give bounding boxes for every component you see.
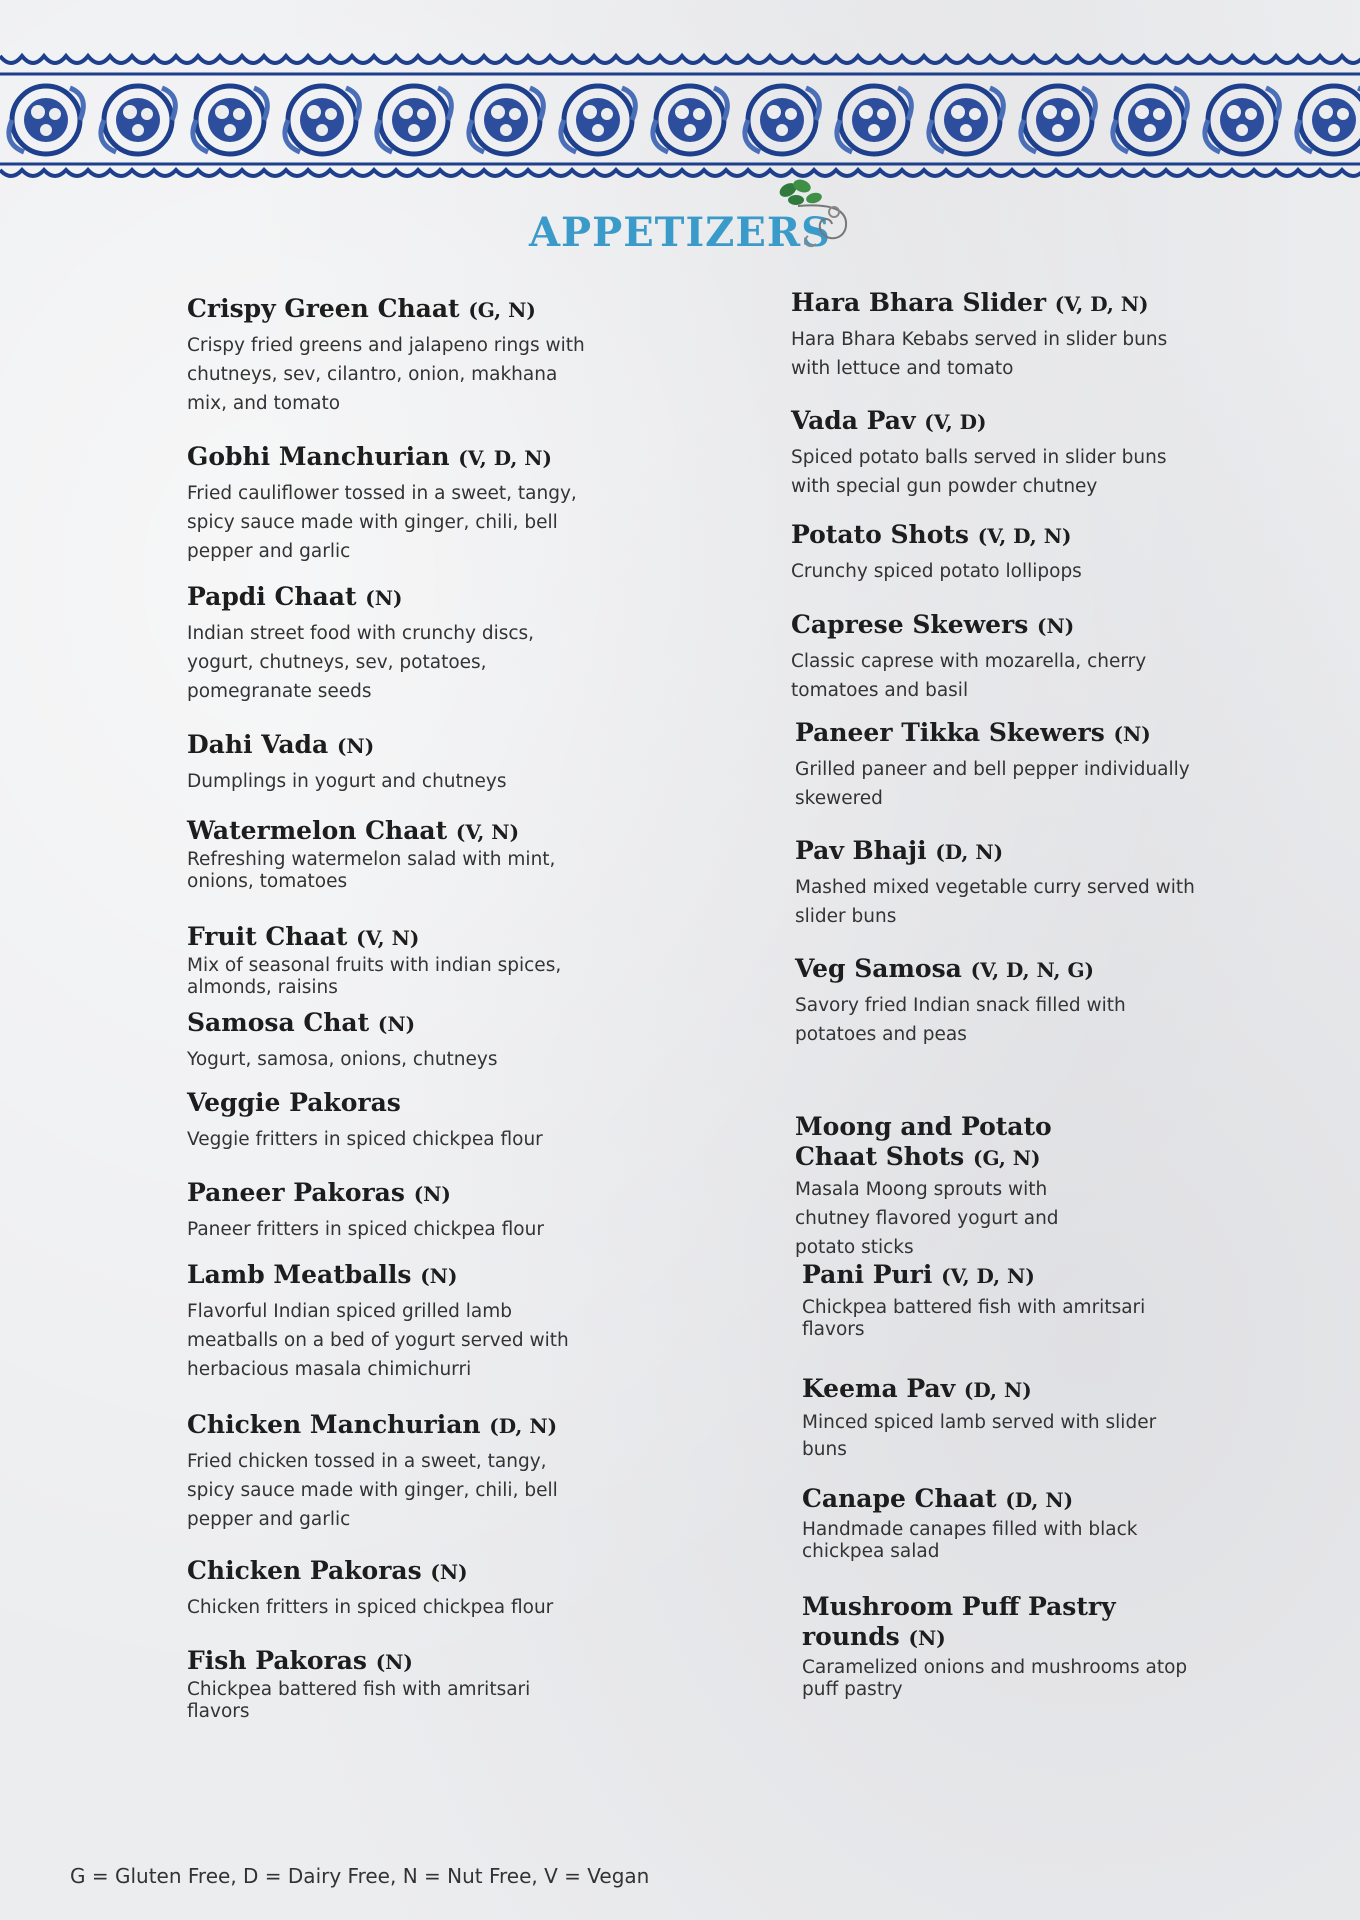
item-name: Pav Bhaji (D, N): [795, 836, 1004, 865]
menu-item: [791, 288, 1191, 383]
item-description: Fried cauliflower tossed in a sweet, tangy, spicy sauce made with ginger, chili, bell pepper and garlic: [187, 483, 577, 562]
dietary-tag: (V, D, N): [941, 1264, 1035, 1288]
menu-item: [791, 406, 1191, 501]
menu-item: [802, 1374, 1202, 1463]
menu-item: [791, 520, 1191, 586]
dietary-tag: (V, N): [455, 820, 520, 844]
menu-item: [802, 1260, 1202, 1341]
item-description: Chicken fritters in spiced chickpea flour: [187, 1597, 554, 1618]
item-name: Moong and Potato Chaat Shots (G, N): [795, 1112, 1052, 1171]
menu-item: [187, 1260, 587, 1384]
item-name: Paneer Tikka Skewers (N): [795, 718, 1151, 747]
dietary-tag: (V, D): [924, 410, 987, 434]
item-name: Mushroom Puff Pastry rounds (N): [802, 1592, 1116, 1651]
dietary-tag: (V, D, N): [1054, 292, 1149, 316]
item-description: Grilled paneer and bell pepper individually skewered: [795, 759, 1190, 809]
item-name: Veg Samosa (V, D, N, G): [795, 954, 1095, 983]
menu-item: [187, 1410, 587, 1534]
item-name: Chicken Pakoras (N): [187, 1556, 468, 1585]
item-description: Fried chicken tossed in a sweet, tangy, spicy sauce made with ginger, chili, bell pepper and garlic: [187, 1451, 558, 1530]
item-name: Gobhi Manchurian (V, D, N): [187, 442, 552, 471]
dietary-tag: (G, N): [972, 1146, 1041, 1170]
floral-border: [0, 48, 1360, 183]
item-description: Mashed mixed vegetable curry served with slider buns: [795, 877, 1195, 927]
item-description: Chickpea battered fish with amritsari flavors: [802, 1297, 1146, 1340]
item-description: Paneer fritters in spiced chickpea flour: [187, 1219, 544, 1240]
dietary-tag: (N): [1037, 614, 1075, 638]
dietary-tag: (N): [375, 1650, 413, 1674]
item-description: Dumplings in yogurt and chutneys: [187, 771, 507, 792]
item-name: Crispy Green Chaat (G, N): [187, 294, 536, 323]
menu-item: [187, 1556, 587, 1622]
dietary-tag: (V, N): [356, 926, 420, 950]
dietary-tag: (N): [413, 1182, 451, 1206]
dietary-tag: (N): [336, 734, 375, 758]
item-description: Masala Moong sprouts with chutney flavored yogurt and potato sticks: [795, 1179, 1059, 1258]
item-description: Mix of seasonal fruits with indian spices, almonds, raisins: [187, 955, 562, 998]
menu-item: [802, 1484, 1202, 1563]
item-name: Pani Puri (V, D, N): [802, 1260, 1035, 1289]
menu-item: [791, 610, 1191, 705]
menu-item: [802, 1592, 1202, 1701]
item-description: Classic caprese with mozarella, cherry tomatoes and basil: [791, 651, 1147, 701]
item-description: Chickpea battered fish with amritsari flavors: [187, 1679, 531, 1722]
item-name: Chicken Manchurian (D, N): [187, 1410, 558, 1439]
menu-item: [187, 582, 587, 706]
dietary-tag: (V, D, N, G): [970, 958, 1095, 982]
item-name: Canape Chaat (D, N): [802, 1484, 1074, 1513]
item-description: Veggie fritters in spiced chickpea flour: [187, 1129, 543, 1150]
dietary-tag: (N): [420, 1264, 458, 1288]
item-name: Dahi Vada (N): [187, 730, 375, 759]
menu-item: [187, 730, 587, 796]
menu-item: [795, 718, 1195, 813]
dietary-tag: (N): [377, 1012, 416, 1036]
dietary-tag: (N): [430, 1560, 468, 1584]
dietary-tag: (G, N): [468, 298, 536, 322]
dietary-tag: (D, N): [935, 840, 1004, 864]
section-header: [0, 182, 1360, 283]
item-description: Refreshing watermelon salad with mint, onions, tomatoes: [187, 849, 556, 892]
item-name: Vada Pav (V, D): [791, 406, 987, 435]
item-description: Hara Bhara Kebabs served in slider buns with lettuce and tomato: [791, 329, 1168, 379]
menu-item: [187, 1178, 587, 1244]
dietary-tag: (V, D, N): [977, 524, 1072, 548]
item-description: Handmade canapes filled with black chickpea salad: [802, 1519, 1138, 1562]
page-title: APPETIZERS: [529, 208, 831, 256]
item-description: Indian street food with crunchy discs, yogurt, chutneys, sev, potatoes, pomegranate seeds: [187, 623, 535, 702]
item-description: Flavorful Indian spiced grilled lamb meatballs on a bed of yogurt served with herbacious masala chimichurri: [187, 1301, 569, 1380]
item-name: Lamb Meatballs (N): [187, 1260, 458, 1289]
dietary-tag: (N): [908, 1626, 946, 1650]
dietary-tag: (V, D, N): [458, 446, 552, 470]
dietary-tag: (N): [1113, 722, 1151, 746]
menu-item: [187, 294, 587, 418]
item-name: Caprese Skewers (N): [791, 610, 1075, 639]
item-name: Paneer Pakoras (N): [187, 1178, 451, 1207]
item-name: Potato Shots (V, D, N): [791, 520, 1072, 549]
item-name: Watermelon Chaat (V, N): [187, 816, 520, 845]
menu-item: [187, 1646, 587, 1723]
leaf-swirl-icon: [768, 176, 878, 256]
dietary-tag: (N): [365, 586, 403, 610]
menu-item: [187, 816, 587, 893]
dietary-tag: (D, N): [1005, 1488, 1074, 1512]
menu-item: [187, 1088, 587, 1154]
item-name: Keema Pav (D, N): [802, 1374, 1032, 1403]
menu-item: [795, 836, 1195, 931]
dietary-tag: (D, N): [963, 1378, 1032, 1402]
dietary-tag: (D, N): [489, 1414, 558, 1438]
item-description: Spiced potato balls served in slider buns with special gun powder chutney: [791, 447, 1167, 497]
menu-item: [187, 442, 587, 566]
item-description: Savory fried Indian snack filled with potatoes and peas: [795, 995, 1126, 1045]
menu-item: [187, 1008, 587, 1074]
menu-item: [187, 922, 587, 999]
dietary-legend: G = Gluten Free, D = Dairy Free, N = Nut Free, V = Vegan: [70, 1864, 650, 1888]
item-description: Crunchy spiced potato lollipops: [791, 561, 1082, 582]
item-description: Yogurt, samosa, onions, chutneys: [187, 1049, 498, 1070]
item-name: Fish Pakoras (N): [187, 1646, 413, 1675]
item-description: Crispy fried greens and jalapeno rings with chutneys, sev, cilantro, onion, makhana mix, and tomato: [187, 335, 585, 414]
item-name: Samosa Chat (N): [187, 1008, 416, 1037]
item-description: Caramelized onions and mushrooms atop puff pastry: [802, 1657, 1188, 1700]
item-name: Papdi Chaat (N): [187, 582, 403, 611]
menu-item: [795, 954, 1195, 1049]
item-name: Veggie Pakoras: [187, 1088, 401, 1117]
item-name: Fruit Chaat (V, N): [187, 922, 420, 951]
menu-item: [795, 1112, 1115, 1262]
item-description: Minced spiced lamb served with slider buns: [802, 1412, 1157, 1460]
item-name: Hara Bhara Slider (V, D, N): [791, 288, 1149, 317]
